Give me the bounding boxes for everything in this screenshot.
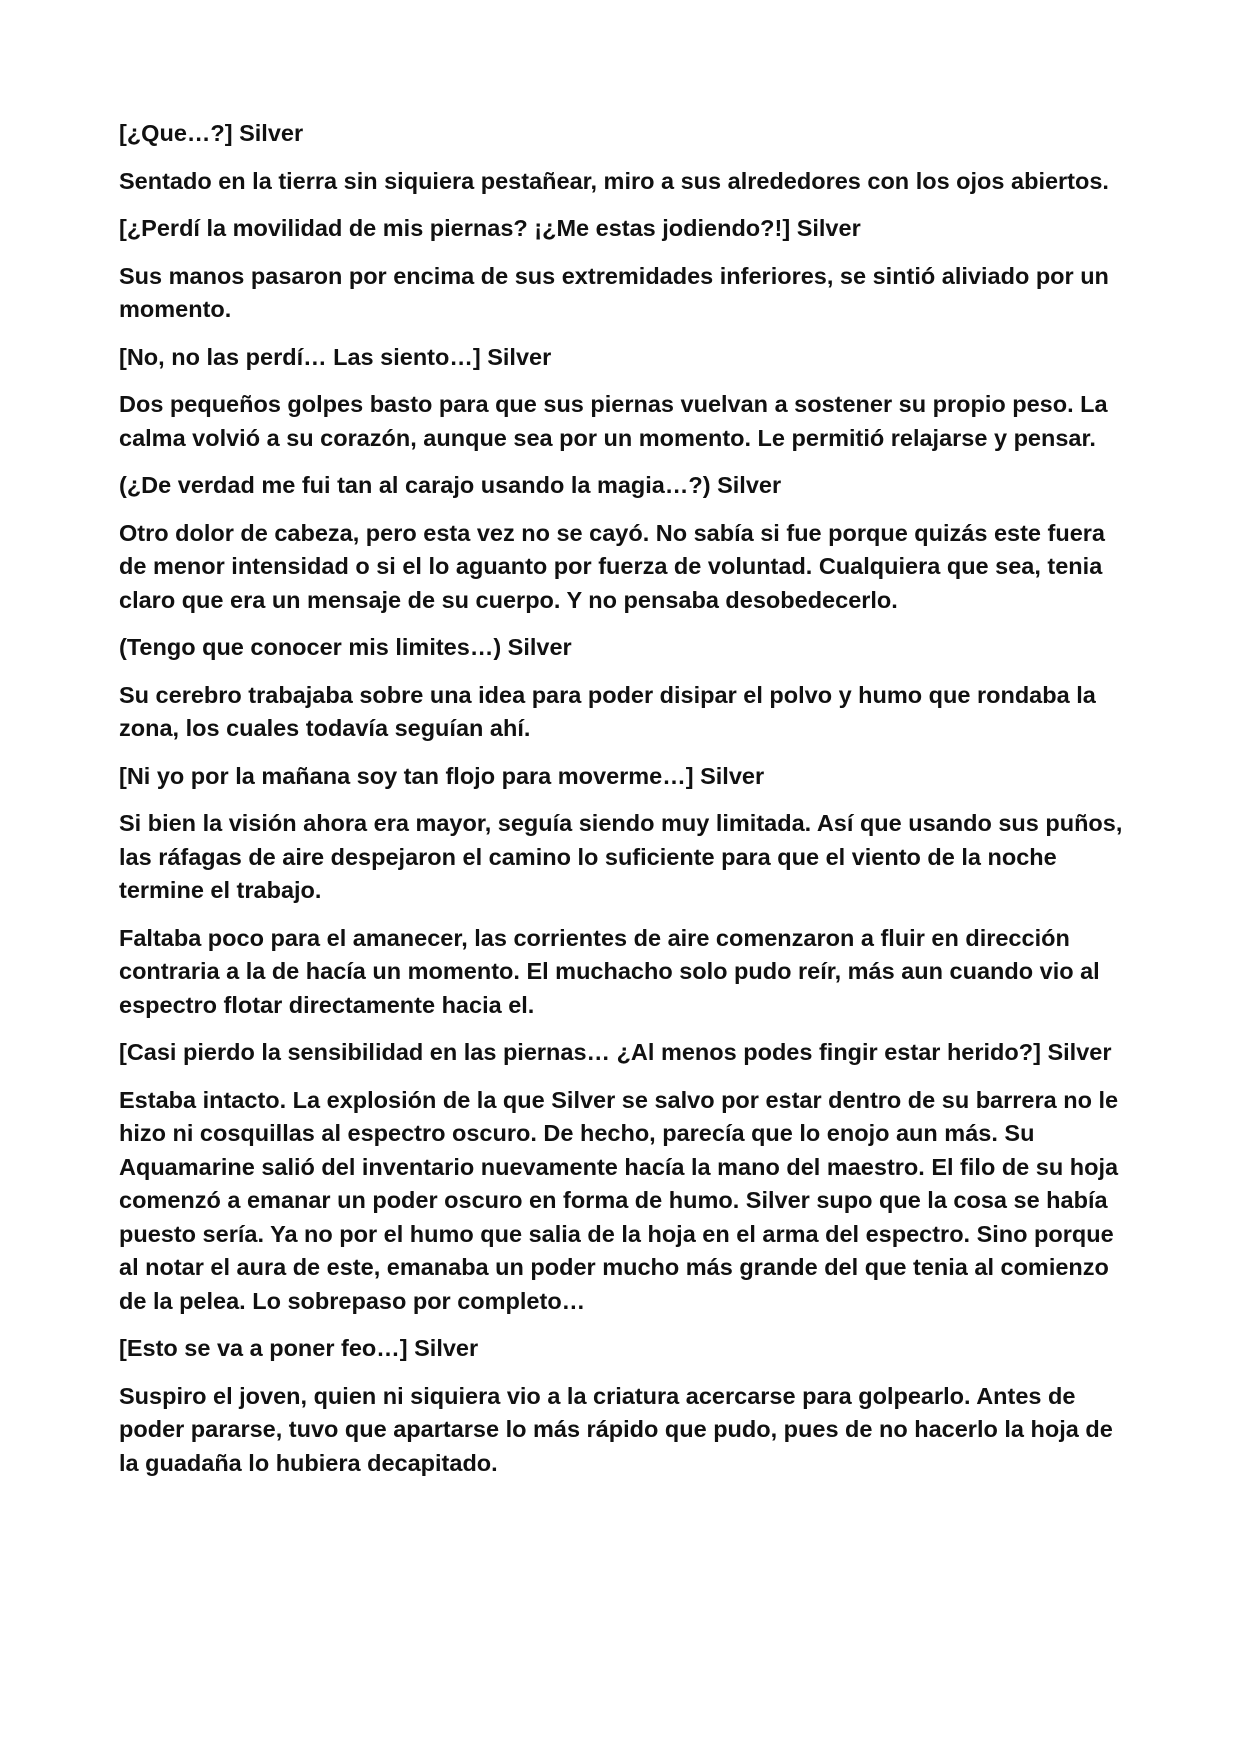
paragraph-narration: Suspiro el joven, quien ni siquiera vio a la criatura acercarse para golpearlo. Antes de poder pararse, tuvo que apartarse lo más rápido que pudo, pues de no hacerlo la hoja de la guadaña lo hubiera decapitado. [119, 1382, 1113, 1476]
paragraph-dialogue: [Esto se va a poner feo…] Silver [119, 1335, 479, 1361]
paragraph-narration: Si bien la visión ahora era mayor, seguía siendo muy limitada. Así que usando sus puños, las ráfagas de aire despejaron el camino lo suficiente para que el viento de la noche termine el trabajo. [119, 810, 1123, 903]
paragraph-thought: (Tengo que conocer mis limites…) Silver [119, 634, 572, 660]
paragraph-narration: Faltaba poco para el amanecer, las corrientes de aire comenzaron a fluir en dirección contraria a la de hacía un momento. El muchacho solo pudo reír, más aun cuando vio al espectro flotar directamente hacia el. [119, 924, 1100, 1018]
paragraph-thought: (¿De verdad me fui tan al carajo usando la magia…?) Silver [119, 472, 782, 498]
paragraph-narration: Estaba intacto. La explosión de la que Silver se salvo por estar dentro de su barrera no le hizo ni cosquillas al espectro oscuro. De hecho, parecía que lo enojo aun más. Su Aquamarine salió del inventario nuevamente hacía la mano del maestro. El filo de su hoja comenzó a emanar un poder oscuro en forma de humo. Silver supo que la cosa se había puesto sería. Ya no por el humo que salia de la hoja en el arma del espectro. Sino porque al notar el aura de este, emanaba un poder mucho más grande del que tenia al comienzo de la pelea. Lo sobrepaso por completo… [119, 1086, 1119, 1314]
paragraph-dialogue: [Casi pierdo la sensibilidad en las piernas… ¿Al menos podes fingir estar herido?] Silver [119, 1039, 1112, 1065]
paragraph-narration: Sentado en la tierra sin siquiera pestañear, miro a sus alrededores con los ojos abiertos. [119, 167, 1109, 194]
paragraph-dialogue: [Ni yo por la mañana soy tan flojo para moverme…] Silver [119, 762, 765, 789]
paragraph-narration: Sus manos pasaron por encima de sus extremidades inferiores, se sintió aliviado por un momento. [119, 262, 1109, 322]
paragraph-dialogue: [No, no las perdí… Las siento…] Silver [119, 343, 552, 370]
paragraph-narration: Dos pequeños golpes basto para que sus piernas vuelvan a sostener su propio peso. La calma volvió a su corazón, aunque sea por un momento. Le permitió relajarse y pensar. [119, 391, 1108, 451]
paragraph-narration: Su cerebro trabajaba sobre una idea para poder disipar el polvo y humo que rondaba la zona, los cuales todavía seguían ahí. [119, 681, 1096, 741]
paragraph-narration: Otro dolor de cabeza, pero esta vez no se cayó. No sabía si fue porque quizás este fuera de menor intensidad o si el lo aguanto por fuerza de voluntad. Cualquiera que sea, tenia claro que era un mensaje de su cuerpo. Y no pensaba desobedecerlo. [119, 519, 1105, 613]
paragraph-dialogue: [¿Que…?] Silver [119, 120, 304, 146]
document-body [119, 117, 1129, 1494]
paragraph-dialogue: [¿Perdí la movilidad de mis piernas? ¡¿Me estas jodiendo?!] Silver [119, 215, 861, 241]
